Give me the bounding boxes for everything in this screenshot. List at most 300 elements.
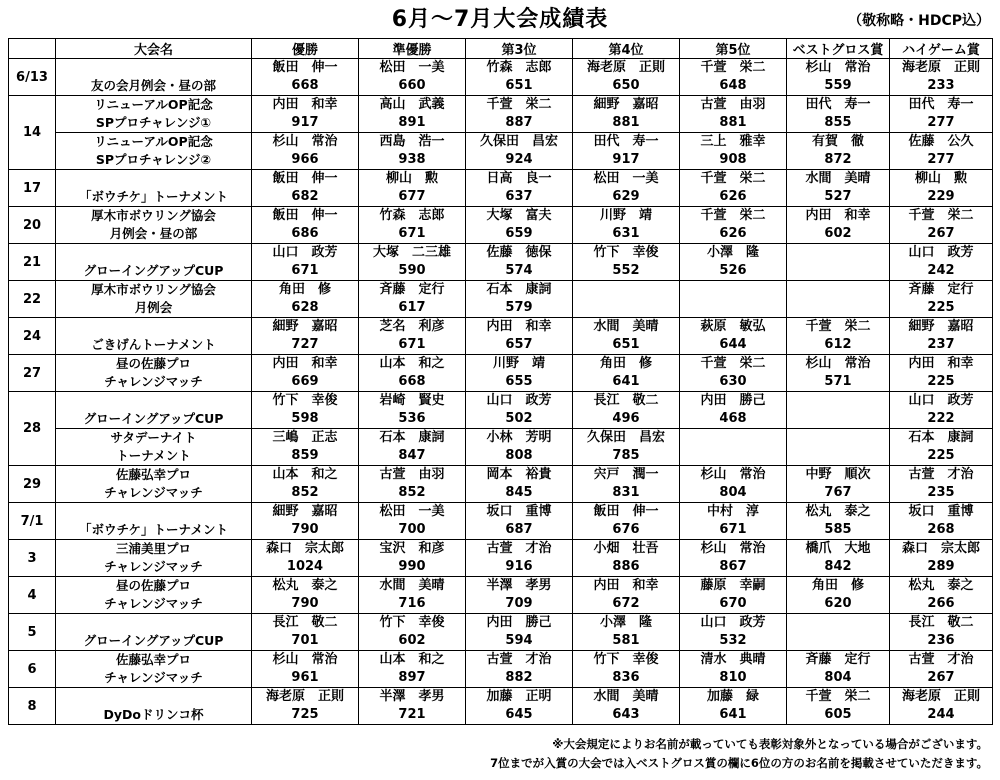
handicap-note: （敬称略・HDCP込） — [848, 13, 990, 29]
player-score: 882 — [505, 670, 533, 685]
player-score: 536 — [398, 411, 426, 426]
tournament-name-line: チャレンジマッチ — [104, 485, 203, 500]
third-cell — [466, 281, 573, 318]
player-name: 竹森 志郎 — [486, 60, 552, 75]
date-cell: 4 — [9, 577, 56, 614]
player-name: 内田 勝己 — [486, 615, 552, 630]
header-first: 優勝 — [252, 39, 359, 59]
player-score: 716 — [398, 596, 426, 611]
player-score: 671 — [291, 263, 319, 278]
player-score — [787, 299, 889, 317]
results-body — [9, 59, 993, 725]
player-name — [680, 429, 786, 447]
player-name: 海老原 正則 — [901, 60, 980, 75]
tournament-row — [9, 688, 993, 725]
player-name — [787, 429, 889, 447]
third-cell — [466, 540, 573, 577]
runner-up-cell — [359, 170, 466, 207]
player-name: 千萱 栄二 — [908, 208, 974, 223]
player-score — [680, 447, 786, 465]
winner-cell — [252, 466, 359, 503]
tournament-name-line: 月例会・昼の部 — [109, 226, 198, 241]
player-name: 加藤 緑 — [706, 689, 759, 704]
player-score: 645 — [505, 707, 533, 722]
player-score: 496 — [612, 411, 640, 426]
player-name: 杉山 常治 — [700, 541, 766, 556]
tournament-name-line: グローイングアップCUP — [83, 263, 224, 278]
tournament-row — [9, 318, 993, 355]
runner-up-cell — [359, 96, 466, 133]
player-score: 641 — [612, 374, 640, 389]
player-name: 松丸 泰之 — [272, 578, 338, 593]
player-name: 久保田 昌宏 — [479, 134, 558, 149]
winner-cell — [252, 355, 359, 392]
tournament-name-line: 昼の佐藤プロ — [115, 578, 191, 593]
player-score: 655 — [505, 374, 533, 389]
tournament-name — [56, 651, 252, 688]
tournament-name-line: グローイングアップCUP — [83, 411, 224, 426]
player-name: 川野 靖 — [599, 208, 652, 223]
date-cell: 5 — [9, 614, 56, 651]
tournament-name — [56, 281, 252, 318]
fourth-cell — [573, 96, 680, 133]
player-score: 630 — [719, 374, 747, 389]
best-gross-cell — [787, 96, 890, 133]
player-score — [787, 447, 889, 465]
runner-up-cell — [359, 503, 466, 540]
tournament-name — [56, 503, 252, 540]
date-cell: 20 — [9, 207, 56, 244]
date-cell: 8 — [9, 688, 56, 725]
high-game-cell — [890, 133, 993, 170]
tournament-name — [56, 96, 252, 133]
fifth-cell — [680, 577, 787, 614]
player-score: 671 — [719, 522, 747, 537]
high-game-cell — [890, 429, 993, 466]
header-second: 準優勝 — [359, 39, 466, 59]
tournament-row — [9, 281, 993, 318]
player-score: 852 — [291, 485, 319, 500]
player-score: 847 — [398, 448, 426, 463]
player-name: 小林 芳明 — [486, 430, 552, 445]
tournament-name-line: 「ボウチケ」トーナメント — [78, 522, 228, 537]
fourth-cell — [573, 503, 680, 540]
player-name: 千萱 栄二 — [805, 689, 871, 704]
tournament-name-line: リニューアルOP記念 — [94, 134, 213, 149]
player-name: 千萱 栄二 — [700, 208, 766, 223]
tournament-row — [9, 429, 993, 466]
tournament-name — [56, 392, 252, 429]
tournament-row — [9, 651, 993, 688]
player-score: 571 — [824, 374, 852, 389]
player-score: 966 — [291, 152, 319, 167]
high-game-cell — [890, 318, 993, 355]
tournament-name-line: 厚木市ボウリング協会 — [91, 282, 216, 297]
best-gross-cell — [787, 170, 890, 207]
header-fifth: 第5位 — [680, 39, 787, 59]
tournament-row — [9, 96, 993, 133]
high-game-cell — [890, 614, 993, 651]
tournament-row — [9, 244, 993, 281]
best-gross-cell — [787, 503, 890, 540]
player-name: 竹下 幸俊 — [593, 245, 659, 260]
player-score: 657 — [505, 337, 533, 352]
best-gross-cell — [787, 466, 890, 503]
fifth-cell — [680, 207, 787, 244]
player-name: 内田 和幸 — [272, 97, 338, 112]
player-score: 887 — [505, 115, 533, 130]
header-high-game: ハイゲーム賞 — [890, 39, 993, 59]
player-name: 長江 敬二 — [272, 615, 338, 630]
tournament-name — [56, 59, 252, 96]
tournament-name-line: チャレンジマッチ — [104, 559, 203, 574]
player-name: 古萱 才治 — [908, 467, 974, 482]
player-score: 886 — [612, 559, 640, 574]
best-gross-cell — [787, 207, 890, 244]
tournament-name-line: トーナメント — [116, 448, 191, 463]
fifth-cell — [680, 392, 787, 429]
winner-cell — [252, 96, 359, 133]
winner-cell — [252, 392, 359, 429]
player-score — [787, 632, 889, 650]
high-game-cell — [890, 244, 993, 281]
high-game-cell — [890, 207, 993, 244]
player-score: 574 — [505, 263, 533, 278]
player-name: 杉山 常治 — [272, 134, 338, 149]
player-name: 有賀 徹 — [811, 134, 864, 149]
player-score: 605 — [824, 707, 852, 722]
player-score: 628 — [291, 300, 319, 315]
player-name: 三上 雅幸 — [700, 134, 766, 149]
player-score: 266 — [927, 596, 955, 611]
fifth-cell — [680, 96, 787, 133]
player-score: 651 — [612, 337, 640, 352]
header-third: 第3位 — [466, 39, 573, 59]
high-game-cell — [890, 59, 993, 96]
best-gross-cell — [787, 540, 890, 577]
player-score: 267 — [927, 670, 955, 685]
header-fourth: 第4位 — [573, 39, 680, 59]
runner-up-cell — [359, 207, 466, 244]
player-name: 松田 一美 — [593, 171, 659, 186]
player-name: 角田 修 — [811, 578, 864, 593]
third-cell — [466, 318, 573, 355]
player-name: 坂口 重博 — [486, 504, 552, 519]
player-score: 790 — [291, 596, 319, 611]
best-gross-cell — [787, 318, 890, 355]
player-score: 236 — [927, 633, 955, 648]
runner-up-cell — [359, 133, 466, 170]
player-name: 山口 政芳 — [908, 393, 974, 408]
player-name: 細野 嘉昭 — [272, 319, 338, 334]
player-score: 727 — [291, 337, 319, 352]
player-score: 526 — [719, 263, 747, 278]
third-cell — [466, 133, 573, 170]
player-score: 468 — [719, 411, 747, 426]
high-game-cell — [890, 281, 993, 318]
high-game-cell — [890, 355, 993, 392]
tournament-name — [56, 170, 252, 207]
tournament-name-line: SPプロチャレンジ② — [95, 152, 212, 167]
player-name: 細野 嘉昭 — [593, 97, 659, 112]
player-score: 502 — [505, 411, 533, 426]
winner-cell — [252, 207, 359, 244]
player-name: 森口 宗太郎 — [265, 541, 344, 556]
player-name: 藤原 幸嗣 — [700, 578, 766, 593]
best-gross-cell — [787, 429, 890, 466]
fourth-cell — [573, 244, 680, 281]
player-score: 721 — [398, 707, 426, 722]
player-name: 山口 政芳 — [272, 245, 338, 260]
player-score: 897 — [398, 670, 426, 685]
player-score: 845 — [505, 485, 533, 500]
runner-up-cell — [359, 392, 466, 429]
player-score: 917 — [291, 115, 319, 130]
player-name: 千萱 栄二 — [700, 60, 766, 75]
best-gross-cell — [787, 688, 890, 725]
player-name: 岡本 裕貴 — [486, 467, 552, 482]
runner-up-cell — [359, 355, 466, 392]
fifth-cell — [680, 133, 787, 170]
runner-up-cell — [359, 318, 466, 355]
tournament-row — [9, 170, 993, 207]
header-best-gross: ベストグロス賞 — [787, 39, 890, 59]
player-name: 長江 敬二 — [593, 393, 659, 408]
player-name: 飯田 伸一 — [272, 60, 338, 75]
player-name: 竹下 幸俊 — [379, 615, 445, 630]
player-score: 267 — [927, 226, 955, 241]
date-cell: 28 — [9, 392, 56, 466]
player-name: 山口 政芳 — [700, 615, 766, 630]
date-cell: 7/1 — [9, 503, 56, 540]
runner-up-cell — [359, 429, 466, 466]
player-score: 222 — [927, 411, 955, 426]
tournament-name — [56, 133, 252, 170]
player-name — [787, 392, 889, 410]
player-name: 坂口 重博 — [908, 504, 974, 519]
player-score: 682 — [291, 189, 319, 204]
player-score: 686 — [291, 226, 319, 241]
player-name: 内田 和幸 — [486, 319, 552, 334]
date-cell: 24 — [9, 318, 56, 355]
player-name: 水間 美晴 — [805, 171, 871, 186]
player-score: 579 — [505, 300, 533, 315]
player-score: 641 — [719, 707, 747, 722]
player-score: 709 — [505, 596, 533, 611]
fourth-cell — [573, 688, 680, 725]
player-score: 631 — [612, 226, 640, 241]
player-score: 668 — [398, 374, 426, 389]
player-name: 千萱 栄二 — [486, 97, 552, 112]
player-name: 山本 和之 — [379, 356, 445, 371]
player-score — [680, 299, 786, 317]
player-score: 612 — [824, 337, 852, 352]
player-score: 924 — [505, 152, 533, 167]
fifth-cell — [680, 281, 787, 318]
player-name: 田代 寿一 — [593, 134, 659, 149]
player-score: 671 — [398, 337, 426, 352]
player-score: 527 — [824, 189, 852, 204]
tournament-row — [9, 466, 993, 503]
tournament-name-line: 月例会 — [134, 300, 173, 315]
tournament-name-line: 佐藤弘幸プロ — [115, 652, 191, 667]
player-name: 古萱 由羽 — [379, 467, 445, 482]
winner-cell — [252, 429, 359, 466]
date-cell: 17 — [9, 170, 56, 207]
player-name: 柳山 勲 — [914, 171, 967, 186]
player-name: 中村 淳 — [706, 504, 759, 519]
player-score: 872 — [824, 152, 852, 167]
player-name: 海老原 正則 — [265, 689, 344, 704]
player-score: 842 — [824, 559, 852, 574]
fifth-cell — [680, 503, 787, 540]
tournament-row — [9, 503, 993, 540]
fifth-cell — [680, 355, 787, 392]
player-score: 225 — [927, 448, 955, 463]
player-name — [573, 281, 679, 299]
results-table — [8, 38, 993, 725]
player-name: 竹下 幸俊 — [593, 652, 659, 667]
player-score: 225 — [927, 374, 955, 389]
player-score: 659 — [505, 226, 533, 241]
player-score: 650 — [612, 78, 640, 93]
winner-cell — [252, 133, 359, 170]
player-name: 内田 和幸 — [593, 578, 659, 593]
player-score: 643 — [612, 707, 640, 722]
player-name: 長江 敬二 — [908, 615, 974, 630]
date-cell: 6/13 — [9, 59, 56, 96]
tournament-name — [56, 540, 252, 577]
player-name: 石本 康詞 — [379, 430, 445, 445]
best-gross-cell — [787, 244, 890, 281]
player-score: 867 — [719, 559, 747, 574]
player-score: 244 — [927, 707, 955, 722]
third-cell — [466, 651, 573, 688]
third-cell — [466, 392, 573, 429]
player-name: 芝名 利彦 — [379, 319, 445, 334]
date-cell: 14 — [9, 96, 56, 170]
player-name: 山本 和之 — [379, 652, 445, 667]
player-name: 清水 典晴 — [700, 652, 766, 667]
date-cell: 3 — [9, 540, 56, 577]
winner-cell — [252, 59, 359, 96]
player-name: 古萱 才治 — [486, 541, 552, 556]
date-cell: 6 — [9, 651, 56, 688]
best-gross-cell — [787, 281, 890, 318]
player-name: 半澤 孝男 — [379, 689, 445, 704]
player-name: 角田 修 — [599, 356, 652, 371]
fifth-cell — [680, 59, 787, 96]
winner-cell — [252, 688, 359, 725]
player-score: 785 — [612, 448, 640, 463]
player-name: 西島 浩一 — [379, 134, 445, 149]
player-name: 杉山 常治 — [272, 652, 338, 667]
player-score: 881 — [719, 115, 747, 130]
tournament-name-line: SPプロチャレンジ① — [95, 115, 212, 130]
tournament-row — [9, 355, 993, 392]
player-name: 千萱 栄二 — [700, 356, 766, 371]
player-score: 620 — [824, 596, 852, 611]
third-cell — [466, 614, 573, 651]
player-name: 古萱 才治 — [908, 652, 974, 667]
fifth-cell — [680, 170, 787, 207]
player-name: 竹下 幸俊 — [272, 393, 338, 408]
player-score: 891 — [398, 115, 426, 130]
winner-cell — [252, 281, 359, 318]
fifth-cell — [680, 688, 787, 725]
player-score: 644 — [719, 337, 747, 352]
player-score: 277 — [927, 152, 955, 167]
player-score: 677 — [398, 189, 426, 204]
player-score: 908 — [719, 152, 747, 167]
player-name: 飯田 伸一 — [272, 171, 338, 186]
player-score: 700 — [398, 522, 426, 537]
player-score: 831 — [612, 485, 640, 500]
tournament-name-line: チャレンジマッチ — [104, 374, 203, 389]
third-cell — [466, 207, 573, 244]
high-game-cell — [890, 540, 993, 577]
winner-cell — [252, 318, 359, 355]
runner-up-cell — [359, 577, 466, 614]
player-score: 637 — [505, 189, 533, 204]
player-score: 990 — [398, 559, 426, 574]
player-name: 杉山 常治 — [700, 467, 766, 482]
tournament-row — [9, 207, 993, 244]
player-score: 268 — [927, 522, 955, 537]
third-cell — [466, 355, 573, 392]
player-score: 225 — [927, 300, 955, 315]
player-name: 日高 良一 — [486, 171, 552, 186]
runner-up-cell — [359, 281, 466, 318]
runner-up-cell — [359, 614, 466, 651]
fifth-cell — [680, 244, 787, 281]
tournament-name — [56, 429, 252, 466]
runner-up-cell — [359, 651, 466, 688]
player-score: 277 — [927, 115, 955, 130]
player-score: 581 — [612, 633, 640, 648]
player-score: 602 — [398, 633, 426, 648]
player-score: 229 — [927, 189, 955, 204]
date-cell: 29 — [9, 466, 56, 503]
player-name: 海老原 正則 — [901, 689, 980, 704]
player-name: 宍戸 潤一 — [593, 467, 659, 482]
fourth-cell — [573, 281, 680, 318]
third-cell — [466, 503, 573, 540]
player-name: 杉山 常治 — [805, 356, 871, 371]
player-score: 598 — [291, 411, 319, 426]
player-score: 687 — [505, 522, 533, 537]
player-score: 938 — [398, 152, 426, 167]
high-game-cell — [890, 503, 993, 540]
third-cell — [466, 170, 573, 207]
tournament-name-line: チャレンジマッチ — [104, 596, 203, 611]
best-gross-cell — [787, 392, 890, 429]
best-gross-cell — [787, 355, 890, 392]
player-score: 289 — [927, 559, 955, 574]
player-name: 高山 武義 — [379, 97, 445, 112]
tournament-name-line: リニューアルOP記念 — [94, 97, 213, 112]
player-name: 田代 寿一 — [908, 97, 974, 112]
player-name: 大塚 富夫 — [486, 208, 552, 223]
best-gross-cell — [787, 577, 890, 614]
player-name: 川野 靖 — [492, 356, 545, 371]
player-score — [573, 299, 679, 317]
header-tournament: 大会名 — [56, 39, 252, 59]
tournament-name-line: ごきげんトーナメント — [91, 337, 216, 352]
player-score: 242 — [927, 263, 955, 278]
best-gross-cell — [787, 651, 890, 688]
player-score — [787, 410, 889, 428]
